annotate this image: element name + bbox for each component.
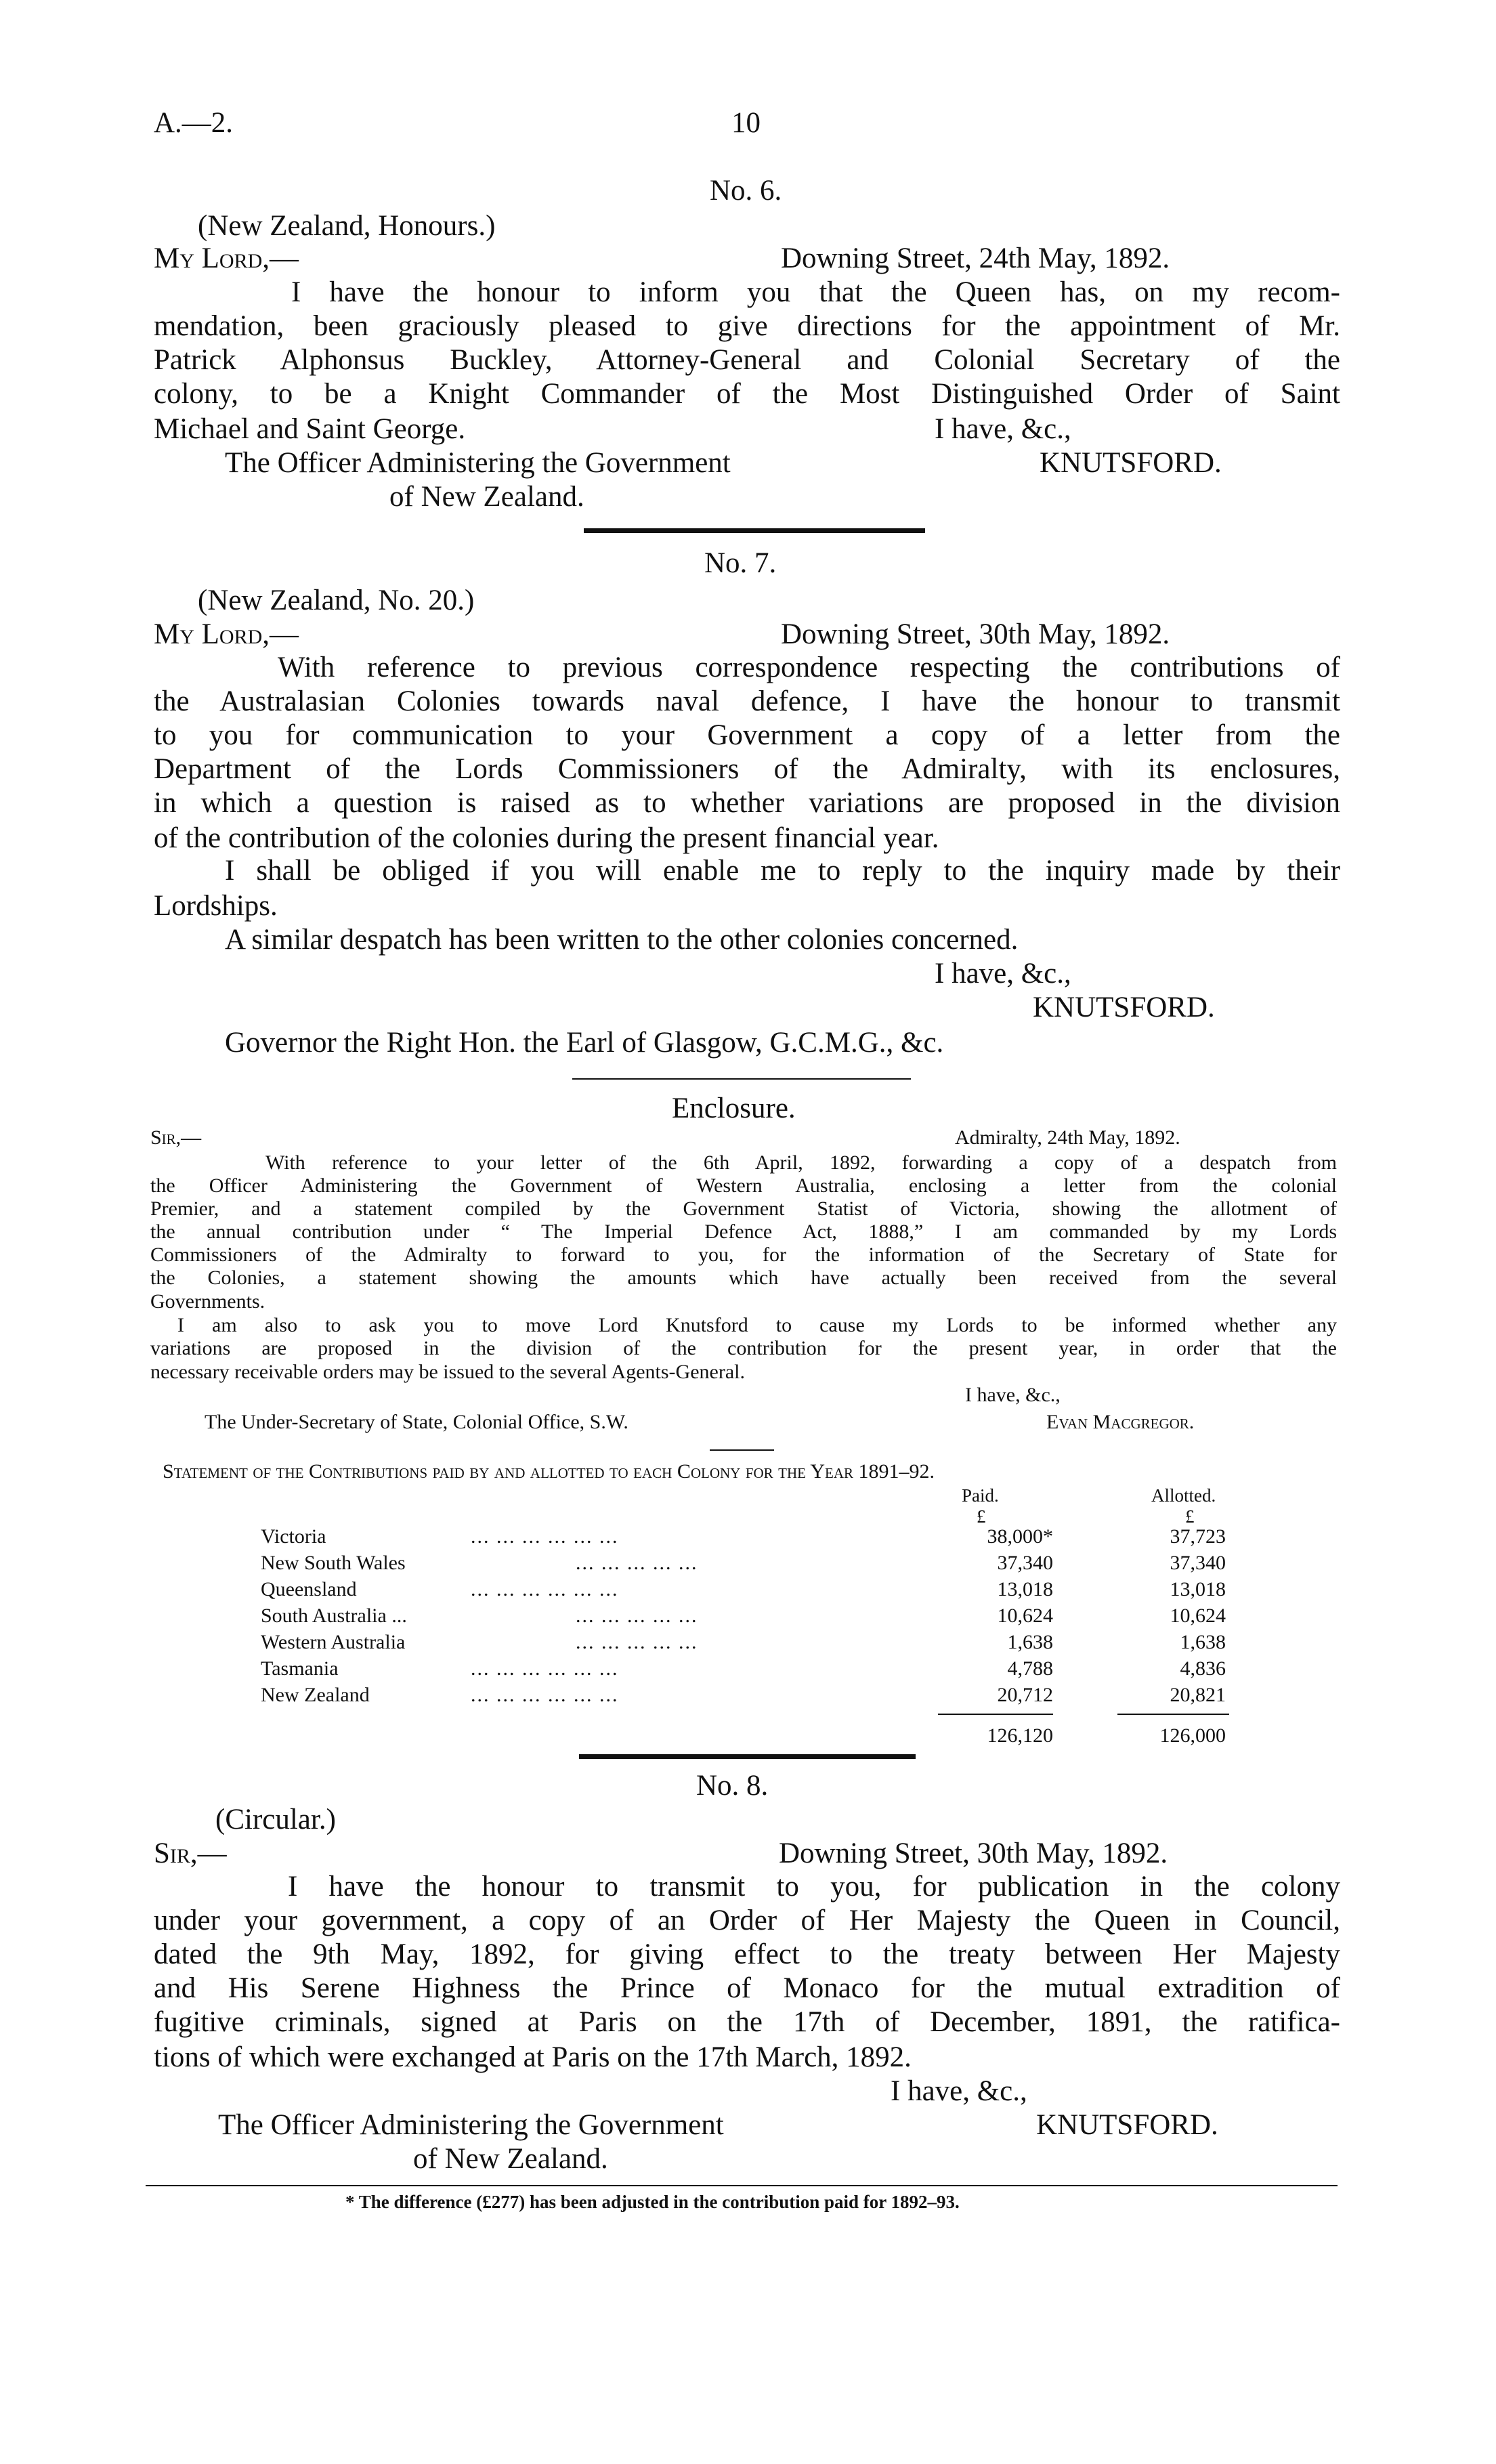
table-row-allotted: 1,638 (1180, 1631, 1226, 1653)
enclosure-closing: I have, &c., (965, 1384, 1061, 1406)
no8-salutation: Sir,— (154, 1838, 227, 1869)
table-row-leader: ... ... ... ... ... (576, 1631, 698, 1653)
no6-line: colony, to be a Knight Commander of the Most Distinguished Order of Saint (154, 378, 1340, 410)
no7-para2: Lordships. (154, 890, 278, 922)
section-divider (584, 528, 925, 533)
no7-closing: I have, &c., (935, 958, 1071, 990)
table-row-colony: South Australia ... (261, 1605, 407, 1627)
no8-signature: KNUTSFORD. (1036, 2109, 1218, 2141)
table-row-colony: Western Australia (261, 1631, 406, 1653)
enclosure-line: the annual contribution under “ The Imperial Defence Act, 1888,” I am commanded by my Lords (150, 1220, 1337, 1243)
table-row-colony: Victoria (261, 1525, 326, 1548)
no7-para3: A similar despatch has been written to the other colonies concerned. (225, 924, 1019, 956)
no6-line: mendation, been graciously pleased to give directions for the appointment of Mr. (154, 310, 1340, 342)
table-row-leader: ... ... ... ... ... ... (471, 1657, 619, 1680)
table-row-leader: ... ... ... ... ... ... (471, 1578, 619, 1600)
no8-line: tions of which were exchanged at Paris on the 17th March, 1892. (154, 2041, 912, 2073)
no6-salutation: My Lord,— (154, 242, 299, 274)
table-row-leader: ... ... ... ... ... ... (471, 1684, 619, 1706)
divider (710, 1449, 774, 1451)
table-row-colony: New South Wales (261, 1552, 406, 1574)
currency-symbol: £ (1185, 1506, 1195, 1527)
footnote-rule (146, 2185, 1338, 2186)
divider (572, 1078, 911, 1080)
table-row-allotted: 4,836 (1180, 1657, 1226, 1680)
table-row-allotted: 10,624 (1170, 1605, 1226, 1627)
no8-line: and His Serene Highness the Prince of Monaco for the mutual extradition of (154, 1972, 1340, 2004)
table-row-allotted: 20,821 (1170, 1684, 1226, 1706)
enclosure-line: Commissioners of the Admiralty to forward to you, for the information of the Secretary of State for (150, 1244, 1337, 1266)
total-rule-allotted (1117, 1714, 1229, 1715)
no7-para2: I shall be obliged if you will enable me to reply to the inquiry made by their (225, 855, 1340, 887)
page-number: 10 (731, 107, 761, 139)
no8-line: I have the honour to transmit to you, for publication in the colony (288, 1871, 1340, 1903)
no7-salutation: My Lord,— (154, 618, 299, 650)
table-row-leader: ... ... ... ... ... ... (471, 1525, 619, 1548)
enclosure-salutation: Sir,— (150, 1126, 202, 1149)
enclosure-line: the Officer Administering the Government of Western Australia, enclosing a letter from the colonial (150, 1174, 1337, 1197)
total-allotted: 126,000 (1159, 1724, 1226, 1747)
no7-line: of the contribution of the colonies during the present financial year. (154, 822, 939, 854)
statement-title: Statement of the Contributions paid by and allotted to each Colony for the Year 1891–92. (163, 1460, 935, 1483)
no8-heading: No. 8. (696, 1770, 769, 1802)
table-row-paid: 4,788 (1007, 1657, 1053, 1680)
no7-line: Department of the Lords Commissioners of the Admiralty, with its enclosures, (154, 753, 1340, 785)
no6-line: Patrick Alphonsus Buckley, Attorney-General and Colonial Secretary of the (154, 344, 1340, 376)
table-row-allotted: 13,018 (1170, 1578, 1226, 1600)
footnote: * The difference (£277) has been adjusted in the contribution paid for 1892–93. (345, 2192, 960, 2212)
no6-line: I have the honour to inform you that the Queen has, on my recom- (291, 276, 1340, 308)
enclosure-line: Governments. (150, 1290, 265, 1313)
no7-line: to you for communication to your Government a copy of a letter from the (154, 719, 1340, 751)
no6-addressee: The Officer Administering the Government (225, 447, 731, 479)
col-paid-header: Paid. (962, 1485, 999, 1506)
table-row-colony: New Zealand (261, 1684, 370, 1706)
no6-heading: No. 6. (710, 175, 782, 207)
total-rule-paid (938, 1714, 1053, 1715)
enclosure-line: With reference to your letter of the 6th April, 1892, forwarding a copy of a despatch from (265, 1151, 1337, 1174)
no8-addressee: The Officer Administering the Government (218, 2109, 724, 2141)
table-row-paid: 13,018 (997, 1578, 1053, 1600)
col-allotted-header: Allotted. (1151, 1485, 1216, 1506)
enclosure-addressee: The Under-Secretary of State, Colonial Office, S.W. (205, 1411, 628, 1433)
table-row-paid: 1,638 (1007, 1631, 1053, 1653)
enclosure-line: Premier, and a statement compiled by the Government Statist of Victoria, showing the allotment of (150, 1197, 1337, 1220)
enclosure-para2: I am also to ask you to move Lord Knutsford to cause my Lords to be informed whether any (177, 1314, 1337, 1336)
table-row-colony: Queensland (261, 1578, 357, 1600)
no6-addressee-line2: of New Zealand. (389, 481, 584, 513)
no7-date: Downing Street, 30th May, 1892. (781, 618, 1170, 650)
no8-addressee-line2: of New Zealand. (413, 2143, 608, 2175)
table-row-colony: Tasmania (261, 1657, 339, 1680)
document-reference: A.—2. (154, 107, 234, 139)
table-row-paid: 10,624 (997, 1605, 1053, 1627)
table-row-leader: ... ... ... ... ... (576, 1552, 698, 1574)
table-row-paid: 38,000* (987, 1525, 1053, 1548)
no6-line: Michael and Saint George. (154, 413, 466, 445)
no7-heading: No. 7. (704, 547, 777, 579)
enclosure-date: Admiralty, 24th May, 1892. (955, 1126, 1180, 1149)
no8-closing: I have, &c., (891, 2075, 1027, 2107)
enclosure-para2: necessary receivable orders may be issued to the several Agents-General. (150, 1361, 745, 1383)
no8-line: under your government, a copy of an Order of Her Majesty the Queen in Council, (154, 1905, 1340, 1936)
currency-symbol: £ (977, 1506, 986, 1527)
no7-signature: KNUTSFORD. (1033, 992, 1215, 1023)
no8-line: dated the 9th May, 1892, for giving effect to the treaty between Her Majesty (154, 1938, 1340, 1970)
no6-ref: (New Zealand, Honours.) (198, 210, 496, 242)
no7-line: With reference to previous correspondence respecting the contributions of (278, 652, 1340, 683)
enclosure-signature: Evan Macgregor. (1046, 1411, 1195, 1433)
no8-ref: (Circular.) (215, 1804, 336, 1835)
no6-signature: KNUTSFORD. (1040, 447, 1222, 479)
no7-line: the Australasian Colonies towards naval defence, I have the honour to transmit (154, 685, 1340, 717)
enclosure-para2: variations are proposed in the division of the contribution for the present year, in order that the (150, 1337, 1337, 1359)
no7-ref: (New Zealand, No. 20.) (198, 585, 475, 616)
no7-line: in which a question is raised as to whether variations are proposed in the division (154, 787, 1340, 819)
no8-date: Downing Street, 30th May, 1892. (779, 1838, 1168, 1869)
total-paid: 126,120 (987, 1724, 1053, 1747)
no7-addressee: Governor the Right Hon. the Earl of Glasgow, G.C.M.G., &c. (225, 1027, 944, 1059)
no6-date: Downing Street, 24th May, 1892. (781, 242, 1170, 274)
no8-line: fugitive criminals, signed at Paris on the 17th of December, 1891, the ratifica- (154, 2006, 1340, 2038)
table-row-paid: 20,712 (997, 1684, 1053, 1706)
section-divider (579, 1754, 916, 1759)
enclosure-line: the Colonies, a statement showing the amounts which have actually been received from the several (150, 1267, 1337, 1289)
enclosure-heading: Enclosure. (672, 1092, 796, 1124)
table-row-paid: 37,340 (997, 1552, 1053, 1574)
table-row-leader: ... ... ... ... ... (576, 1605, 698, 1627)
table-row-allotted: 37,723 (1170, 1525, 1226, 1548)
no6-closing: I have, &c., (935, 413, 1071, 445)
table-row-allotted: 37,340 (1170, 1552, 1226, 1574)
